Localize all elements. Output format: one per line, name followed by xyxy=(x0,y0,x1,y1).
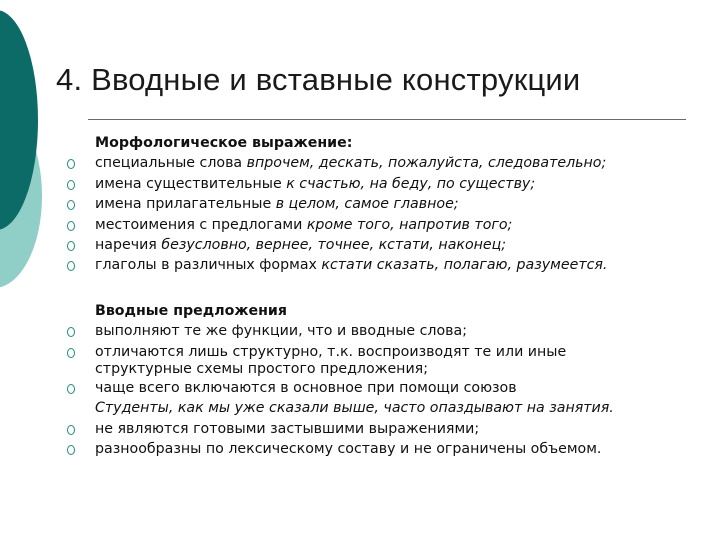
title-divider xyxy=(88,119,686,120)
list-item: выполняют те же функции, что и вводные слова; xyxy=(66,321,706,341)
example-sentence: Студенты, как мы уже сказали выше, часто опаздывают на занятия. xyxy=(95,400,614,417)
list-item-continuation: структурные схемы простого предложения; xyxy=(95,361,428,378)
bullet-icon xyxy=(67,241,75,251)
slide-title: 4. Вводные и вставные конструкции xyxy=(56,62,581,97)
slide-content xyxy=(66,133,706,460)
list-item: местоимения с предлогами кроме того, напротив того; xyxy=(66,215,706,235)
list-item: специальные слова впрочем, дескать, пожалуйста, следовательно; xyxy=(66,153,706,173)
bullet-icon xyxy=(67,348,75,358)
list-item: чаще всего включаются в основное при помощи союзов xyxy=(66,378,706,398)
bullet-icon xyxy=(67,159,75,169)
list-item: имена прилагательные в целом, самое главное; xyxy=(66,194,706,214)
list-item: разнообразны по лексическому составу и не ограничены объемом. xyxy=(66,439,706,459)
bullet-icon xyxy=(67,327,75,337)
list-item: отличаются лишь структурно, т.к. воспроизводят те или иные xyxy=(66,342,706,362)
bullet-icon xyxy=(67,221,75,231)
bullet-icon xyxy=(67,384,75,394)
bullet-icon xyxy=(67,445,75,455)
list-item: наречия безусловно, вернее, точнее, кстати, наконец; xyxy=(66,235,706,255)
list-item: имена существительные к счастью, на беду, по существу; xyxy=(66,174,706,194)
list-item: глаголы в различных формах кстати сказать, полагаю, разумеется. xyxy=(66,255,706,275)
decorative-circles xyxy=(0,0,60,300)
bullet-icon xyxy=(67,200,75,210)
bullet-icon xyxy=(67,425,75,435)
list-item: не являются готовыми застывшими выражениями; xyxy=(66,419,706,439)
bullet-icon xyxy=(67,180,75,190)
section-heading: Вводные предложения xyxy=(95,302,287,319)
section-heading: Морфологическое выражение: xyxy=(95,135,353,151)
section-gap xyxy=(66,276,706,301)
bullet-icon xyxy=(67,261,75,271)
